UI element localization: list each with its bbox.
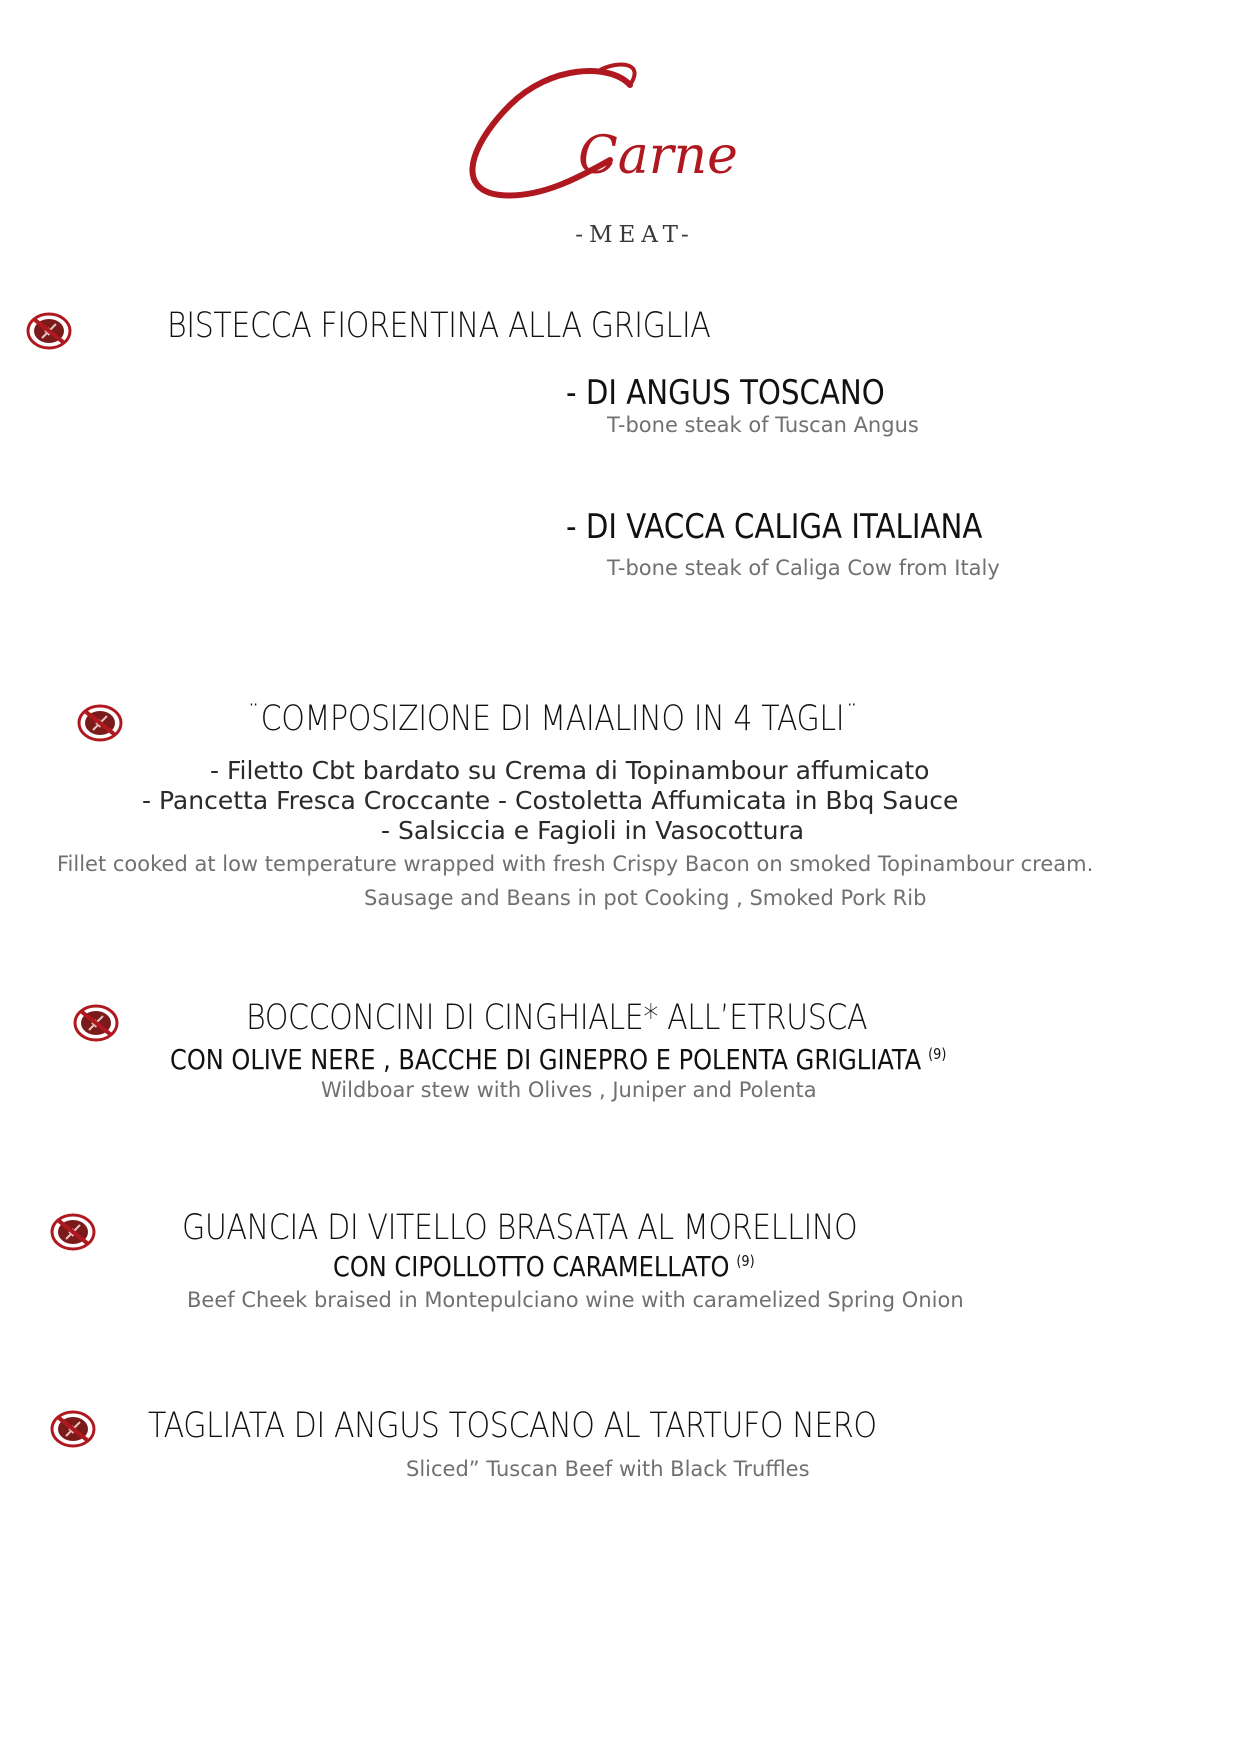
guancia-subtitle-text: CON CIPOLLOTTO CARAMELLATO xyxy=(333,1250,730,1283)
maialino-line-3: - Salsiccia e Fagioli in Vasocottura xyxy=(381,816,805,845)
guancia-subtitle xyxy=(333,1250,755,1283)
dish-title-tagliata: TAGLIATA DI ANGUS TOSCANO AL TARTUFO NERO xyxy=(148,1406,877,1446)
gluten-free-icon xyxy=(73,1004,119,1042)
dish-title-guancia: GUANCIA DI VITELLO BRASATA AL MORELLINO xyxy=(182,1208,858,1248)
maialino-line-2: - Pancetta Fresca Croccante - Costoletta Affumicata in Bbq Sauce xyxy=(142,786,959,815)
cinghiale-subtitle-text: CON OLIVE NERE , BACCHE DI GINEPRO E POLENTA GRIGLIATA xyxy=(170,1043,922,1076)
guancia-allergen-note: (9) xyxy=(736,1251,755,1270)
cinghiale-subtitle xyxy=(170,1043,946,1076)
logo-text: Carne xyxy=(578,126,738,186)
gluten-free-icon xyxy=(50,1410,96,1448)
carne-logo-script xyxy=(460,55,770,215)
menu-subtitle: -MEAT- xyxy=(575,222,695,248)
dish-title-maialino: ¨COMPOSIZIONE DI MAIALINO IN 4 TAGLI¨ xyxy=(246,699,859,739)
variant-caliga: - DI VACCA CALIGA ITALIANA xyxy=(566,507,983,547)
gluten-free-icon xyxy=(26,312,72,350)
dish-title-cinghiale: BOCCONCINI DI CINGHIALE* ALL’ETRUSCA xyxy=(246,998,868,1038)
cinghiale-english: Wildboar stew with Olives , Juniper and Polenta xyxy=(321,1078,817,1102)
gluten-free-icon xyxy=(50,1213,96,1251)
guancia-english: Beef Cheek braised in Montepulciano wine with caramelized Spring Onion xyxy=(187,1288,964,1312)
maialino-english-1: Fillet cooked at low temperature wrapped with fresh Crispy Bacon on smoked Topinambour cream. xyxy=(57,852,1094,876)
variant-caliga-english: T-bone steak of Caliga Cow from Italy xyxy=(607,556,1000,580)
dish-title-bistecca: BISTECCA FIORENTINA ALLA GRIGLIA xyxy=(167,306,711,346)
maialino-line-1: - Filetto Cbt bardato su Crema di Topinambour affumicato xyxy=(210,756,930,785)
maialino-english-2: Sausage and Beans in pot Cooking , Smoked Pork Rib xyxy=(364,886,927,910)
tagliata-english: Sliced” Tuscan Beef with Black Truffles xyxy=(406,1457,810,1481)
variant-angus: - DI ANGUS TOSCANO xyxy=(566,373,885,413)
cinghiale-allergen-note: (9) xyxy=(928,1044,947,1063)
gluten-free-icon xyxy=(77,704,123,742)
variant-angus-english: T-bone steak of Tuscan Angus xyxy=(607,413,919,437)
